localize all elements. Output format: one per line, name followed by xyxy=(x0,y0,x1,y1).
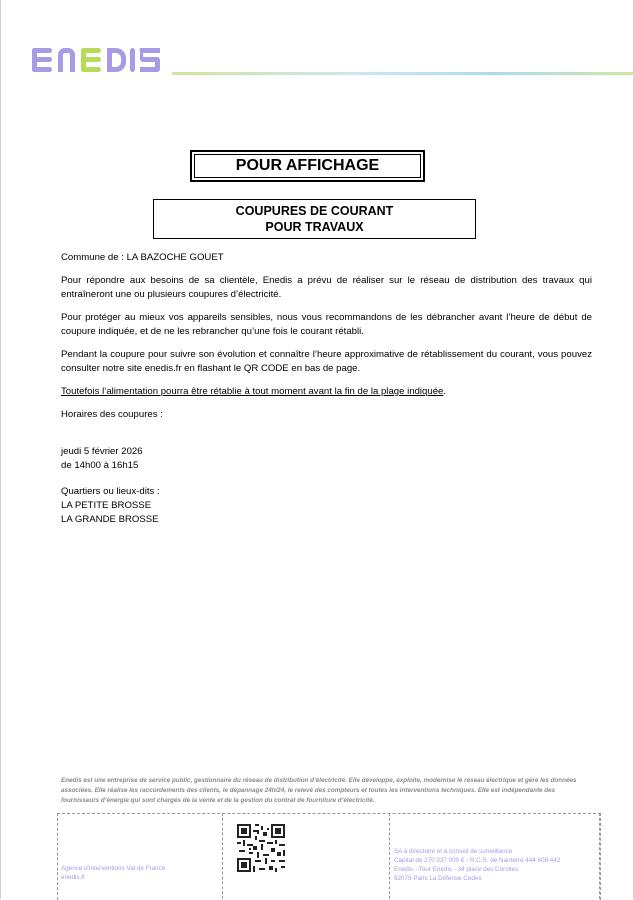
paragraph-intro: Pour répondre aux besoins de sa clientèle, Enedis a prévu de réaliser sur le réseau de distribution des travaux qui entraîneront une ou plusieurs coupures d’électricité. xyxy=(61,275,592,300)
agency-website: enedis.fr xyxy=(61,874,86,881)
company-city: 92079 Paris La Défense Cedex xyxy=(394,875,482,882)
subtitle-line-2: POUR TRAVAUX xyxy=(265,220,364,234)
paragraph-restore xyxy=(61,385,592,399)
restore-warning: Toutefois l’alimentation pourra être rétablie à tout moment avant la fin de la plage indiquée xyxy=(61,386,444,397)
place-item: LA PETITE BROSSE xyxy=(61,500,152,511)
company-legal-form: SA à directoire et à conseil de surveillance xyxy=(394,848,513,855)
header-rule xyxy=(172,72,634,75)
enedis-logo xyxy=(30,42,166,78)
footer-divider xyxy=(389,813,390,899)
qr-code[interactable] xyxy=(235,822,287,874)
outage-time: de 14h00 à 16h15 xyxy=(61,460,139,471)
place-item: LA GRANDE BROSSE xyxy=(61,514,159,525)
company-info xyxy=(394,847,560,883)
subtitle-line-1: COUPURES DE COURANT xyxy=(235,204,394,218)
footer-divider xyxy=(599,813,600,899)
paragraph-tracking: Pendant la coupure pour suivre son évolution et connaître l’heure approximative de rétablissement du courant, vous pouvez consulter notre site enedis.fr en flashant le QR CODE en bas de page. xyxy=(61,349,592,374)
page-edge-left xyxy=(0,0,1,899)
company-address: Enedis - Tour Enedis - 34 place des Corolles xyxy=(394,866,519,873)
agency-name: Agence d’interventions Val de France xyxy=(61,865,166,872)
company-capital: Capital de 270 037 000 € - R.C.S. de Nanterre 444 608 442 xyxy=(394,857,561,864)
notice-body xyxy=(61,251,592,527)
page-title: POUR AFFICHAGE xyxy=(194,154,421,178)
commune: Commune de : LA BAZOCHE GOUET xyxy=(61,252,224,263)
restore-warning-end: . xyxy=(443,386,447,397)
title-box xyxy=(190,150,425,182)
agency-info xyxy=(61,864,165,882)
paragraph-devices: Pour protéger au mieux vos appareils sensibles, nous vous recommandons de les débrancher avant l’heure de début de coupure indiquée, et de ne les rebrancher qu’une fois le courant rétabli. xyxy=(61,312,592,337)
schedule-label: Horaires des coupures : xyxy=(61,409,163,420)
outage-date: jeudi 5 février 2026 xyxy=(61,446,143,457)
legal-notice: Enedis est une entreprise de service public, gestionnaire du réseau de distribution d’électricité. Elle développe, exploite, modernise le réseau électrique et gère les données associées. Elle réalise les raccordements des clients, le dépannage 24h/24, le relevé des compteurs et toutes les interventions techniques. Elle est indépendante des fournisseurs d’énergie qui sont chargés de la vente et de la gestion du contrat de fourniture d’électricité. xyxy=(61,777,577,804)
places-label: Quartiers ou lieux-dits : xyxy=(61,486,160,497)
subtitle-box xyxy=(153,199,476,239)
footer-divider xyxy=(222,813,223,899)
